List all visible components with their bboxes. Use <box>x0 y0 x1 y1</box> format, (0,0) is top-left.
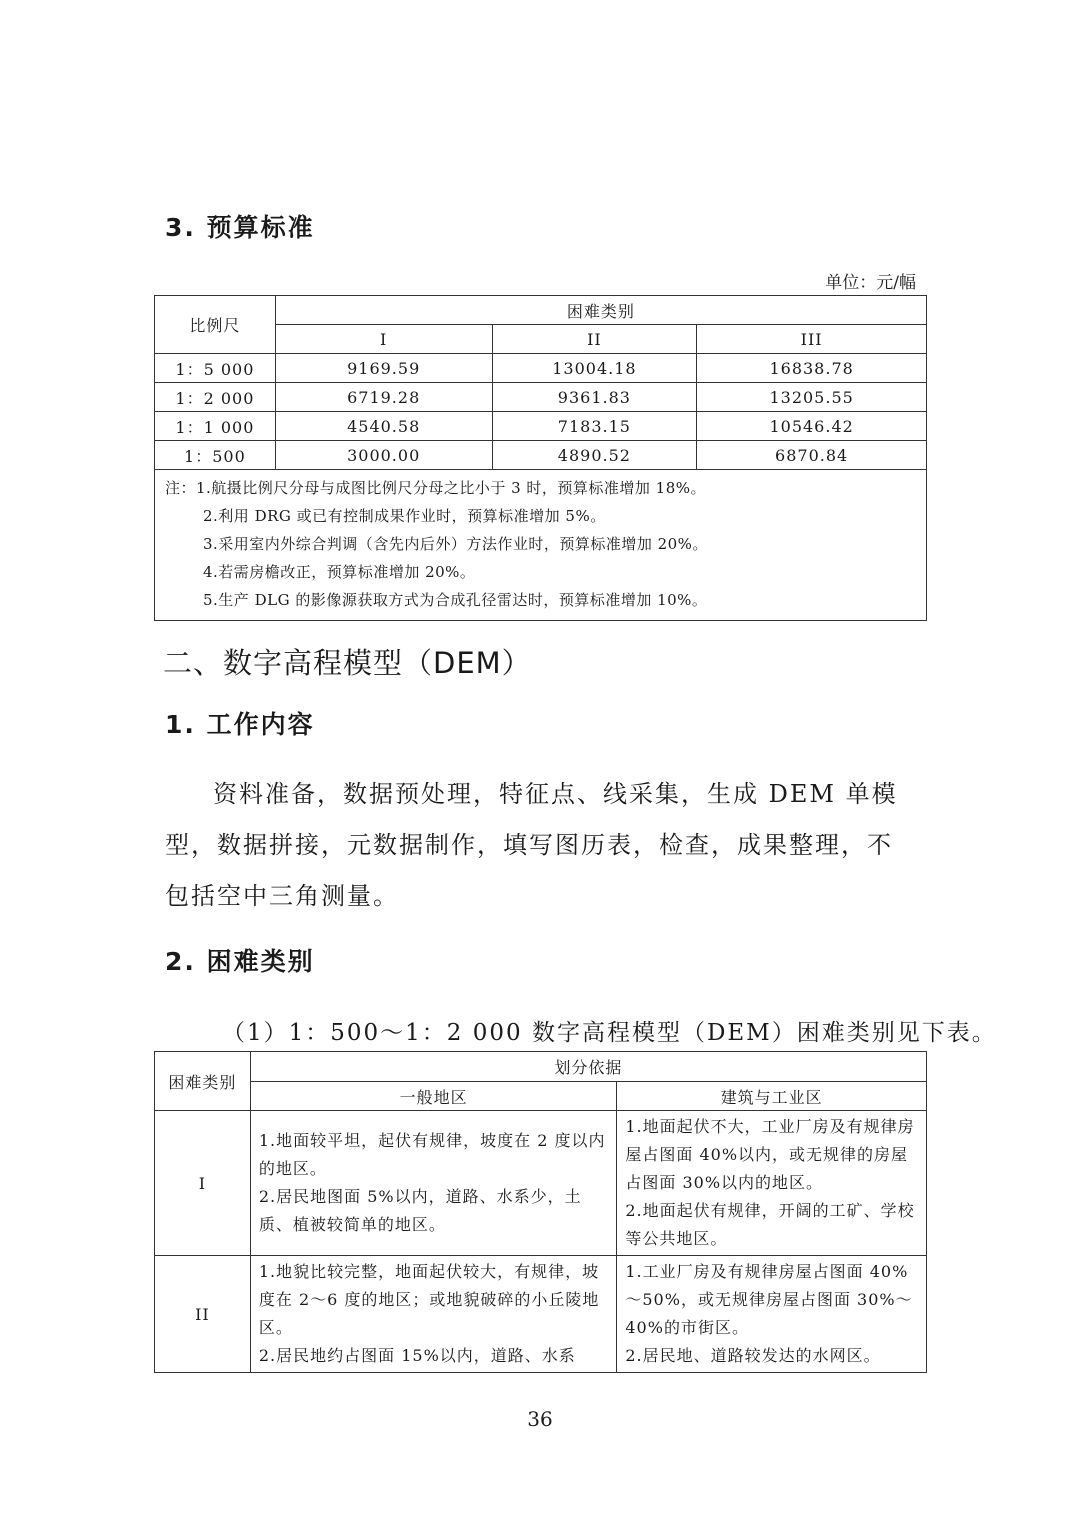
value-cell: 6870.84 <box>697 441 927 470</box>
header-industrial: 建筑与工业区 <box>617 1082 927 1111</box>
industrial-cell: 1.工业厂房及有规律房屋占图面 40%～50%，或无规律房屋占图面 30%～40%的市街区。 2.居民地、道路较发达的水网区。 <box>617 1256 927 1373</box>
scale-cell: 1：500 <box>155 441 276 470</box>
general-cell: 1.地面较平坦，起伏有规律，坡度在 2 度以内的地区。 2.居民地图面 5%以内，道路、水系少，土质、植被较简单的地区。 <box>250 1111 617 1256</box>
value-cell: 4890.52 <box>492 441 697 470</box>
page-number: 36 <box>527 1407 553 1431</box>
scale-cell: 1：2 000 <box>155 383 276 412</box>
value-cell: 4540.58 <box>275 412 492 441</box>
header-class-2: II <box>492 325 697 354</box>
table-row <box>155 383 927 412</box>
value-cell: 7183.15 <box>492 412 697 441</box>
value-cell: 9169.59 <box>275 354 492 383</box>
header-difficulty: 困难类别 <box>275 296 926 325</box>
header-class: 困难类别 <box>155 1052 251 1111</box>
scale-cell: 1：5 000 <box>155 354 276 383</box>
note-line: 5.生产 DLG 的影像源获取方式为合成孔径雷达时，预算标准增加 10%。 <box>203 591 708 609</box>
industrial-cell: 1.地面起伏不大，工业厂房及有规律房屋占图面 40%以内，或无规律的房屋占图面 30%以内的地区。 2.地面起伏有规律，开阔的工矿、学校等公共地区。 <box>617 1111 927 1256</box>
value-cell: 3000.00 <box>275 441 492 470</box>
note-line: 4.若需房檐改正，预算标准增加 20%。 <box>203 563 476 581</box>
section-title-difficulty: 2. 困难类别 <box>165 947 315 976</box>
table-row <box>155 441 927 470</box>
value-cell: 6719.28 <box>275 383 492 412</box>
class-cell: I <box>155 1111 251 1256</box>
table-row <box>155 412 927 441</box>
budget-table <box>154 295 927 621</box>
header-general: 一般地区 <box>250 1082 617 1111</box>
note-line: 2.利用 DRG 或已有控制成果作业时，预算标准增加 5%。 <box>203 507 606 525</box>
difficulty-intro: （1）1：500～1：2 000 数字高程模型（DEM）困难类别见下表。 <box>222 1020 997 1046</box>
value-cell: 16838.78 <box>697 354 927 383</box>
work-paragraph-text: 资料准备，数据预处理，特征点、线采集，生成 DEM 单模型，数据拼接，元数据制作，填写图历表，检查，成果整理，不包括空中三角测量。 <box>165 780 898 910</box>
section-title-work: 1. 工作内容 <box>165 710 315 739</box>
unit-label: 单位：元/幅 <box>825 273 916 293</box>
value-cell: 13004.18 <box>492 354 697 383</box>
dem-difficulty-table <box>154 1051 927 1373</box>
table-row <box>155 1256 927 1373</box>
table-row <box>155 354 927 383</box>
value-cell: 10546.42 <box>697 412 927 441</box>
general-cell: 1.地貌比较完整，地面起伏较大，有规律，坡度在 2～6 度的地区；或地貌破碎的小丘陵地区。 2.居民地约占图面 15%以内，道路、水系 <box>250 1256 617 1373</box>
note-line: 3.采用室内外综合判调（含先内后外）方法作业时，预算标准增加 20%。 <box>203 535 708 553</box>
section-title-budget: 3. 预算标准 <box>165 213 315 242</box>
note-line: 注：1.航摄比例尺分母与成图比例尺分母之比小于 3 时，预算标准增加 18%。 <box>165 479 707 497</box>
value-cell: 9361.83 <box>492 383 697 412</box>
table-row <box>155 1111 927 1256</box>
header-class-3: III <box>697 325 927 354</box>
table-notes <box>155 470 927 621</box>
work-paragraph <box>165 769 915 922</box>
header-scale: 比例尺 <box>155 296 276 354</box>
class-cell: II <box>155 1256 251 1373</box>
chapter-title-dem: 二、数字高程模型（DEM） <box>163 646 532 680</box>
header-class-1: I <box>275 325 492 354</box>
value-cell: 13205.55 <box>697 383 927 412</box>
scale-cell: 1：1 000 <box>155 412 276 441</box>
header-basis: 划分依据 <box>250 1052 926 1082</box>
